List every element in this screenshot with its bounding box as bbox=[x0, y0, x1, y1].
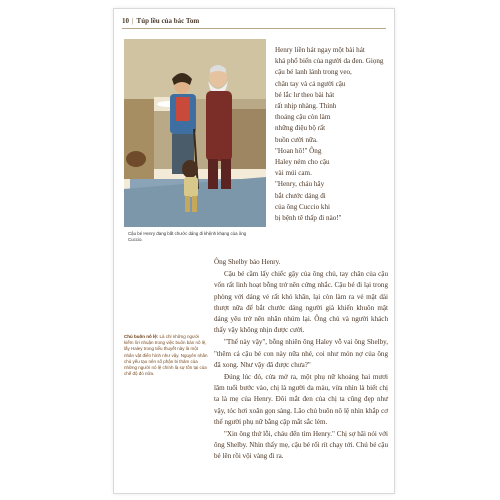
text-line: buồn cười nữa. bbox=[275, 135, 318, 144]
paragraph: Cậu bé cầm lấy chiếc gậy của ông chủ, tay chân của cậu vốn rất linh hoạt bỗng trở nên cứng nhắc. Cậu bé đi lại trong phòng với dáng vẻ rất khó khăn, lại còn làm ra vẻ mặt dài thượt nữa để bắt chước dáng người già khiến khuôn mặt dáng yêu trở nên nhăn nhúm lại. Ông chủ và người khách thấy vậy không nhịn được cười. bbox=[214, 270, 388, 335]
page-number: 10 bbox=[122, 17, 129, 25]
text-line: bắt chước dáng đi bbox=[275, 191, 326, 200]
paragraph: "Xin ông thứ lỗi, cháu đến tìm Henry." Chị sợ hãi nói với ông Shelby. Nhìn thấy mẹ, cậu bé rối rít chạy tới. Chú bé cậu bé lên rồi vội vàng đi ra. bbox=[214, 430, 388, 461]
text-line: vài múi cam. bbox=[275, 169, 312, 178]
figure-caption: Cậu bé Henry đang bắt chước dáng đi khệnh khạng của ông Cuccio. bbox=[128, 231, 247, 242]
header-rule bbox=[122, 28, 386, 29]
sidenote-text: Là chỉ những người kiếm lời nhuận trong việc buôn bán nô lệ, lấy Haley trong tiểu thuyết này là một nhân vật điển hình như vậy. Nguyên nhân chủ yếu tạo nên số phận bi thảm của những người nô lệ chính là sự tồn tại của chế độ đó nữa. bbox=[124, 334, 208, 377]
text-line: bị bệnh tê thấp đi nào!" bbox=[275, 214, 342, 223]
paragraph: Ông Shelby bảo Henry. bbox=[214, 258, 281, 266]
text-line: Henry liền hát ngay một bài hát bbox=[275, 46, 365, 54]
right-column-text bbox=[275, 45, 387, 224]
story-illustration bbox=[124, 39, 266, 227]
text-line: Haley ném cho cậu bbox=[275, 158, 330, 167]
paragraph: "Thế này vậy", bỗng nhiên ông Haley vỗ vai ông Shelby, "thêm cả cậu bé con này nữa nhé, coi như món nợ của ông đã xong. Như vậy đã được chưa?" bbox=[214, 338, 388, 369]
paragraph: Đúng lúc đó, cửa mở ra, một phụ nữ khoảng hai mươi lăm tuổi bước vào, chị là người da màu, vừa nhìn là biết chị ta là mẹ của Henry. Đôi mắt đen của chị ta cũng đẹp như vậy, tóc hơi xoăn gọn sàng. Lão chủ buôn nô lệ nhìn khắp cơ thể người phụ nữ bằng cặp mắt sắc lẻm. bbox=[214, 373, 388, 426]
text-line: cậu bé lanh lảnh trong veo, bbox=[275, 68, 352, 77]
book-title: Túp lều của bác Tom bbox=[136, 17, 200, 25]
text-line: "Hoan hô!" Ông bbox=[275, 146, 322, 155]
text-line: rất nhịp nhàng. Thỉnh bbox=[275, 102, 337, 111]
text-line: của ông Cuccio khi bbox=[275, 202, 330, 211]
text-line: những điệu bộ rất bbox=[275, 124, 326, 133]
sidenote-label: Chủ buôn nô lệ: bbox=[124, 334, 159, 339]
text-line: "Henry, cháu hãy bbox=[275, 180, 325, 189]
book-page bbox=[113, 8, 395, 494]
sidenote bbox=[124, 334, 208, 377]
header-separator: | bbox=[132, 17, 134, 25]
text-line: thoảng cậu còn làm bbox=[275, 113, 331, 122]
main-column-text bbox=[214, 257, 388, 464]
page-header bbox=[122, 15, 199, 27]
text-line: bé lắc lư theo bài hát bbox=[275, 90, 335, 99]
text-line: khá phổ biến của người da đen. Giọng bbox=[275, 57, 384, 66]
text-line: chân tay và cả người cậu bbox=[275, 79, 346, 88]
